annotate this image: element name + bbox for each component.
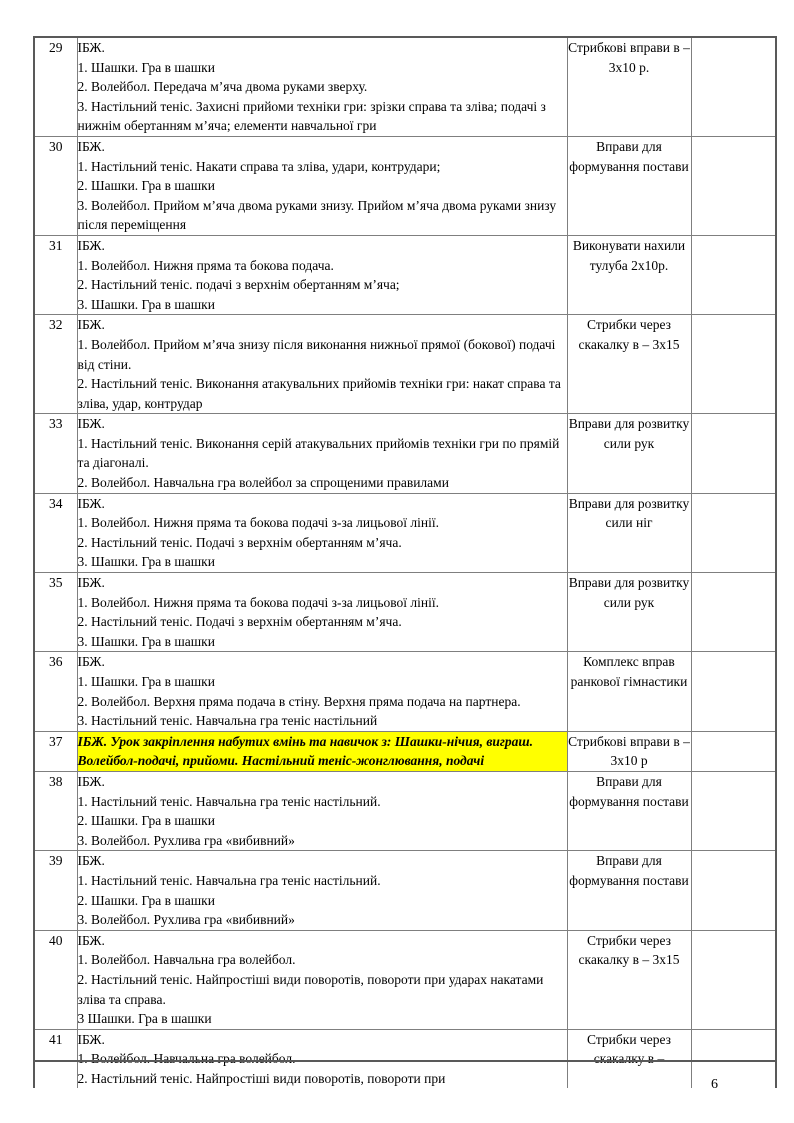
lesson-content-line: ІБЖ. [77,40,105,55]
lesson-content-line: 2. Шашки. Гра в шашки [77,892,215,908]
lesson-content-line: ІБЖ. [77,138,105,154]
lesson-content-cell [77,1029,567,1088]
lesson-content-line: 1. Шашки. Гра в шашки [77,59,215,75]
lesson-content-line: 2. Настільний теніс. Виконання атакувальних прийомів техніки гри: накат справа та зліва, удар, контрудар [77,376,561,411]
lesson-content-line: ІБЖ. [77,575,105,591]
lesson-number-cell: 33 [34,414,77,493]
lesson-content-line: 3. Шашки. Гра в шашки [77,554,215,570]
lesson-content-line: 1. Настільний теніс. Навчальна гра теніс настільний. [77,793,381,809]
lesson-content-line: 1. Волейбол. Нижня пряма та бокова подача. [77,257,334,273]
lesson-number-cell: 39 [34,851,77,930]
lesson-number-cell: 36 [34,652,77,731]
lesson-content-line: 2. Настільний теніс. Найпростіші види поворотів, повороти при [77,1070,446,1086]
lesson-number-cell: 37 [34,731,77,771]
lesson-plan-table [33,36,777,1088]
lesson-content-cell [77,235,567,314]
table-clip-region [33,36,775,1086]
table-row [34,652,776,731]
lesson-content-line: 2. Настільний теніс. Найпростіші види поворотів, повороти при ударах накатами зліва та справа. [77,971,544,1007]
notes-cell [691,731,776,771]
lesson-content-line: 1. Волейбол. Нижня пряма та бокова подачі з-за лицьової лінії. [77,594,439,610]
lesson-number-cell: 30 [34,136,77,235]
table-row [34,493,776,572]
lesson-content-cell [77,315,567,414]
homework-cell: Вправи для розвитку сили рук [567,573,691,652]
lesson-content-line: 3. Шашки. Гра в шашки [77,633,215,649]
notes-cell [691,930,776,1029]
lesson-content-line: 3. Волейбол. Прийом м’яча двома руками знизу. Прийом м’яча двома руками знизу після переміщення [77,197,557,233]
lesson-content-line: 1. Настільний теніс. Навчальна гра теніс настільний. [77,872,381,888]
page-number: 6 [711,1077,718,1092]
notes-cell [691,1029,776,1088]
homework-cell: Вправи для розвитку сили ніг [567,493,691,572]
table-row [34,573,776,652]
notes-cell [691,414,776,493]
table-row [34,930,776,1029]
lesson-content-line: 1. Волейбол. Прийом м’яча знизу після виконання нижньої прямої (бокової) подачі від стіни. [77,336,556,372]
lesson-plan-table-body [34,37,776,1088]
homework-cell: Стрибкові вправи в – 3х10 р [567,731,691,771]
lesson-content-cell [77,136,567,235]
table-row [34,136,776,235]
lesson-content-line: 1. Шашки. Гра в шашки [77,674,215,689]
lesson-content-line: 1. Волейбол. Навчальна гра волейбол. [77,952,296,968]
lesson-content-line: 2. Волейбол. Передача м’яча двома руками зверху. [77,79,368,95]
lesson-content-line: 3. Настільний теніс. Навчальна гра теніс настільний [77,713,378,729]
lesson-number-cell: 38 [34,771,77,850]
notes-cell [691,136,776,235]
lesson-content-line: 1. Волейбол. Нижня пряма та бокова подачі з-за лицьової лінії. [77,515,439,531]
lesson-number-cell: 40 [34,930,77,1029]
notes-cell [691,851,776,930]
lesson-content-line: 1. Волейбол. Навчальна гра волейбол. [77,1051,296,1067]
lesson-content-line: 3. Настільний теніс. Захисні прийоми техніки гри: зрізки справа та зліва; подачі з нижнім обертанням м’яча; елементи навчальної гри [77,98,546,134]
lesson-content-line: ІБЖ. [77,495,105,511]
homework-cell: Вправи для формування постави [567,851,691,930]
lesson-number-cell: 29 [34,37,77,136]
homework-cell: Вправи для формування постави [567,136,691,235]
table-bottom-border [33,1060,775,1062]
lesson-content-cell [77,930,567,1029]
lesson-number-cell: 41 [34,1029,77,1088]
lesson-content-cell [77,493,567,572]
lesson-content-line: 2. Настільний теніс. подачі з верхнім обертанням м’яча; [77,277,400,293]
lesson-content-line: 2. Шашки. Гра в шашки [77,178,215,194]
notes-cell [691,315,776,414]
table-row [34,37,776,136]
table-row [34,731,776,771]
notes-cell [691,235,776,314]
notes-cell [691,37,776,136]
homework-cell: Вправи для формування постави [567,771,691,850]
lesson-content-line: 3. Волейбол. Рухлива гра «вибивний» [77,912,295,928]
table-row [34,414,776,493]
lesson-content-line: 2. Волейбол. Навчальна гра волейбол за спрощеними правилами [77,475,449,491]
table-row [34,771,776,850]
lesson-number-cell: 31 [34,235,77,314]
table-row [34,235,776,314]
lesson-content-cell [77,851,567,930]
homework-cell: Стрибкові вправи в – 3х10 р. [567,37,691,136]
lesson-content-cell [77,573,567,652]
lesson-content-line: ІБЖ. [77,654,105,670]
homework-cell: Виконувати нахили тулуба 2х10р. [567,235,691,314]
lesson-content-line: ІБЖ. [77,1031,105,1047]
homework-cell: Вправи для розвитку сили рук [567,414,691,493]
lesson-content-line: 1. Настільний теніс. Накати справа та зліва, удари, контрудари; [77,158,441,174]
lesson-content-line: ІБЖ. [77,932,105,948]
notes-cell [691,573,776,652]
lesson-content-line: 2. Волейбол. Верхня пряма подача в стіну. Верхня пряма подача на партнера. [77,693,521,709]
lesson-content-line: 2. Шашки. Гра в шашки [77,813,215,829]
notes-cell [691,652,776,731]
homework-cell: Стрибки через скакалку в – [567,1029,691,1088]
table-row [34,315,776,414]
lesson-content-line: ІБЖ. Урок закріплення набутих вмінь та навичок з: Шашки-нічия, виграш. Волейбол-подачі, прийоми. Настільний теніс-жонглювання, подачі [77,733,533,769]
lesson-content-cell [77,414,567,493]
lesson-content-line: 2. Настільний теніс. Подачі з верхнім обертанням м’яча. [77,534,402,550]
lesson-content-line: 1. Настільний теніс. Виконання серій атакувальних прийомів техніки гри по прямій та діагоналі. [77,435,560,471]
lesson-content-cell [77,37,567,136]
lesson-content-line: 3. Шашки. Гра в шашки [77,296,215,312]
lesson-content-line: ІБЖ. [77,773,105,789]
lesson-content-line: ІБЖ. [77,853,105,869]
lesson-number-cell: 32 [34,315,77,414]
lesson-content-line: 3 Шашки. Гра в шашки [77,1011,212,1027]
homework-cell: Стрибки через скакалку в – 3х15 [567,315,691,414]
lesson-content-line: ІБЖ. [77,317,105,333]
lesson-content-cell [77,771,567,850]
lesson-number-cell: 35 [34,573,77,652]
homework-cell: Стрибки через скакалку в – 3х15 [567,930,691,1029]
lesson-content-cell [77,652,567,731]
notes-cell [691,493,776,572]
lesson-content-cell [77,731,567,771]
notes-cell [691,771,776,850]
table-row [34,851,776,930]
lesson-content-line: 3. Волейбол. Рухлива гра «вибивний» [77,832,295,848]
lesson-number-cell: 34 [34,493,77,572]
lesson-content-line: ІБЖ. [77,416,105,432]
lesson-content-line: ІБЖ. [77,237,105,253]
table-row [34,1029,776,1088]
homework-cell: Комплекс вправ ранкової гімнастики [567,652,691,731]
lesson-content-line: 2. Настільний теніс. Подачі з верхнім обертанням м’яча. [77,614,402,630]
